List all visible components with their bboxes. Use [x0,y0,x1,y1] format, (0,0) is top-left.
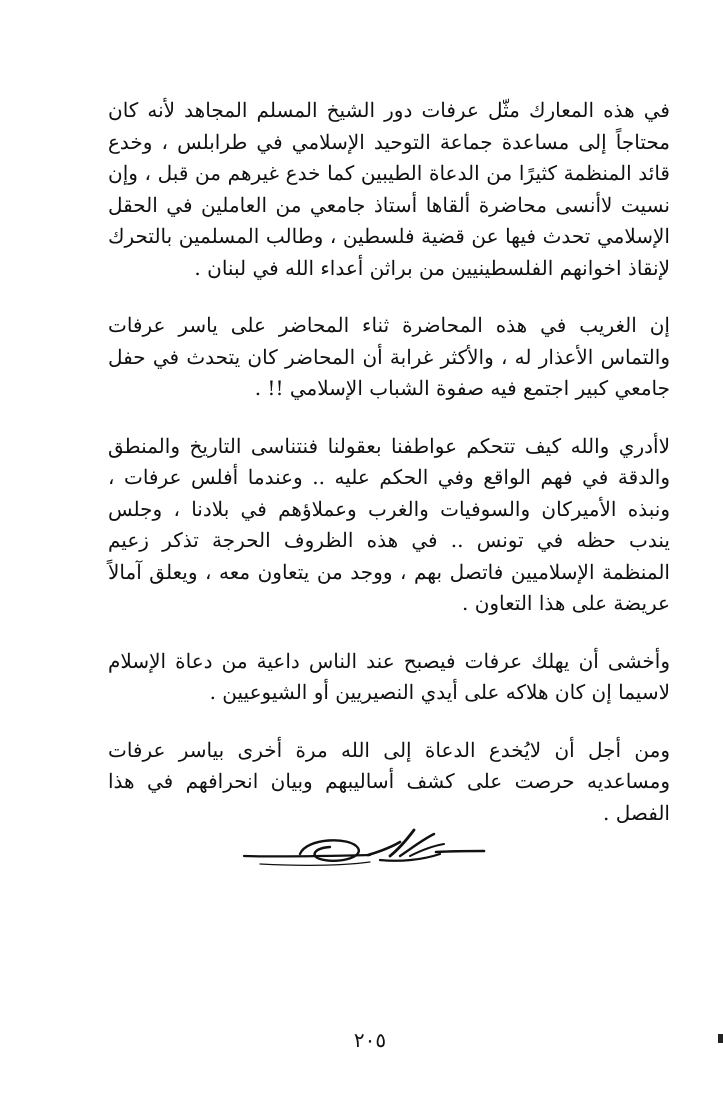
paragraph-5: ومن أجل أن لايُخدع الدعاة إلى الله مرة أخرى بياسر عرفات ومساعديه حرصت على كشف أساليبهم وبيان انحرافهم في هذا الفصل . [108,737,670,825]
body-text [108,95,670,855]
paragraph-2: إن الغريب في هذه المحاضرة ثناء المحاضر على ياسر عرفات والتماس الأعذار له ، والأكثر غرابة أن المحاضر كان يتحدث في حفل جامعي كبير اجتمع فيه صفوة الشباب الإسلامي !! . [108,313,670,400]
ornament-flourish-icon [240,826,488,872]
paragraph-1: في هذه المعارك مثّل عرفات دور الشيخ المسلم المجاهد لأنه كان محتاجاً إلى مساعدة جماعة التوحيد الإسلامي في طرابلس ، وخدع قائد المنظمة كثيرًا من الدعاة الطيبين كما خدع غيرهم من قبل ، وإن نسيت لاأنسى محاضرة ألقاها أستاذ جامعي من العاملين في الحقل الإسلامي تحدث فيها عن قضية فلسطين ، وطالب المسلمين بالتحرك لإنقاذ اخوانهم الفلسطينيين من براثن أعداء الله في لبنان . [108,98,670,280]
paragraph-3: لاأدري والله كيف تتحكم عواطفنا بعقولنا فنتناسى التاريخ والمنطق والدقة في فهم الواقع وفي الحكم عليه .. وعندما أفلس عرفات ، ونبذه الأميركان والسوفيات والغرب وعملاؤهم في بلادنا ، وجلس يندب حظه في تونس .. في هذه الظروف الحرجة تذكر زعيم المنظمة الإسلاميين فاتصل بهم ، ووجد من يتعاون معه ، ويعلق آمالاً عريضة على هذا التعاون . [108,433,670,615]
paragraph-4: وأخشى أن يهلك عرفات فيصبح عند الناس داعية من دعاة الإسلام لاسيما إن كان هلاكه على أيدي النصيريين أو الشيوعيين . [108,648,670,704]
edge-mark [718,1034,723,1043]
page-number: ٢٠٥ [353,1028,387,1052]
